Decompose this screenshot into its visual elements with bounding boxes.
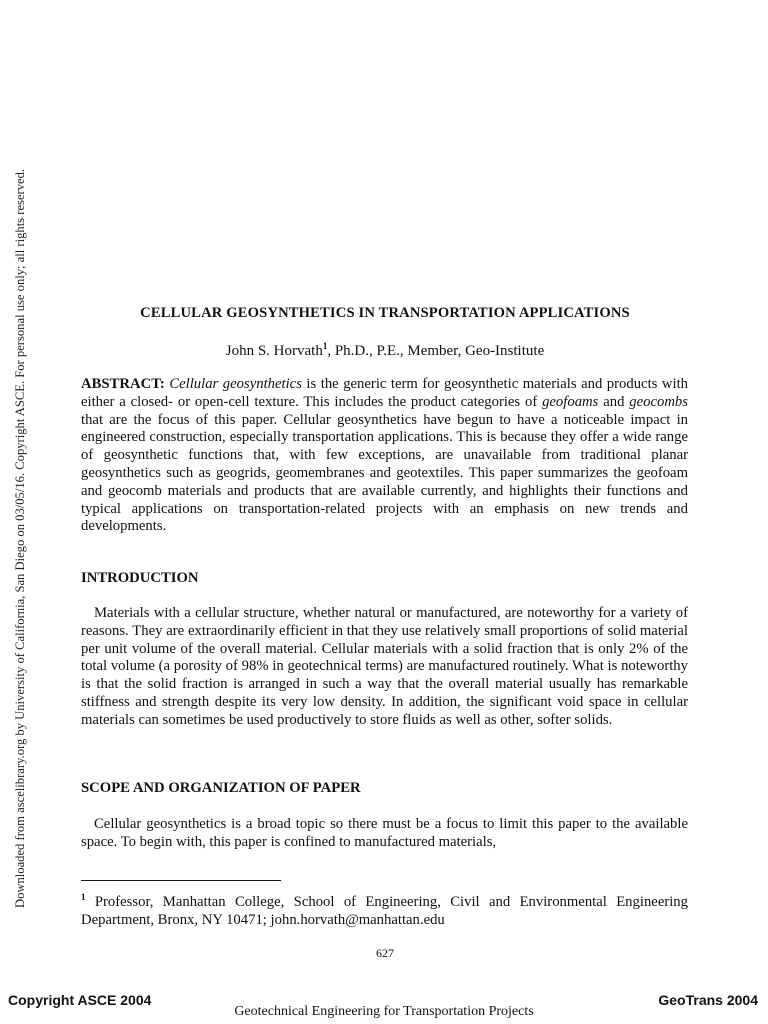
abstract-paragraph [81,376,688,536]
footer-copyright: Copyright ASCE 2004 [8,992,152,1008]
abstract-term-geofoams: geofoams [542,393,599,410]
paper-title: CELLULAR GEOSYNTHETICS IN TRANSPORTATION APPLICATIONS [140,305,630,321]
abstract-term-cellular: Cellular geosynthetics [169,376,302,392]
author-credentials: , Ph.D., P.E., Member, Geo-Institute [327,343,545,359]
scope-paragraph: Cellular geosynthetics is a broad topic so there must be a focus to limit this paper to the available space. To begin with, this paper is confined to manufactured materials, [81,816,688,850]
author-line [70,341,700,360]
introduction-paragraph: Materials with a cellular structure, whether natural or manufactured, are noteworthy for a variety of reasons. They are extraordinarily efficient in that they use relatively small proportions of solid material per unit volume of the overall material. Cellular materials with a solid fraction that is only 2% of the total volume (a porosity of 98% in geotechnical terms) are manufactured routinely. What is noteworthy is that the solid fraction is arranged in such a way that the overall material usually has remarkable stiffness and strength despite its very low density. In addition, the significant void space in cellular materials can sometimes be used productively to store fluids as well as other, softer solids. [81,605,688,728]
abstract-term-geocombs: geocombs [629,393,688,410]
author-name: John S. Horvath [225,343,323,359]
abstract-text-1: is the generic term for geosynthetic materials and products with either a closed- or open-cell texture. This includes the product categories of [81,376,688,410]
abstract-text-2: and [598,393,630,410]
page-number: 627 [376,946,394,960]
footer-conference: GeoTrans 2004 [658,992,758,1008]
introduction-heading: INTRODUCTION [81,570,199,586]
footnote-text: Professor, Manhattan College, School of Engineering, Civil and Environmental Engineering Department, Bronx, NY 10471; john.horvath@manhattan.edu [81,893,688,928]
abstract-text-3: that are the focus of this paper. Cellular geosynthetics have begun to have a noticeable impact in engineered construction, especially transportation applications. This is because they offer a wide range of geosynthetic functions that, with few exceptions, are unavailable from traditional planar geosynthetics such as geogrids, geomembranes and geotextiles. This paper summarizes the geofoam and geocomb materials and products that are available currently, and highlights their functions and typical applications on transportation-related projects with an emphasis on new trends and developments. [81,411,688,535]
author-footnote-marker: 1 [322,341,328,351]
abstract-label: ABSTRACT: [81,376,165,392]
footnote-marker: 1 [81,892,86,902]
scope-heading: SCOPE AND ORGANIZATION OF PAPER [81,780,361,796]
footnote [81,889,688,929]
footnote-divider [81,880,281,881]
download-notice: Downloaded from ascelibrary.org by University of California, San Diego on 03/05/16. Copyright ASCE. For personal use only; all rights reserved. [13,168,27,908]
footer-proceedings-title: Geotechnical Engineering for Transportation Projects [234,1004,534,1019]
